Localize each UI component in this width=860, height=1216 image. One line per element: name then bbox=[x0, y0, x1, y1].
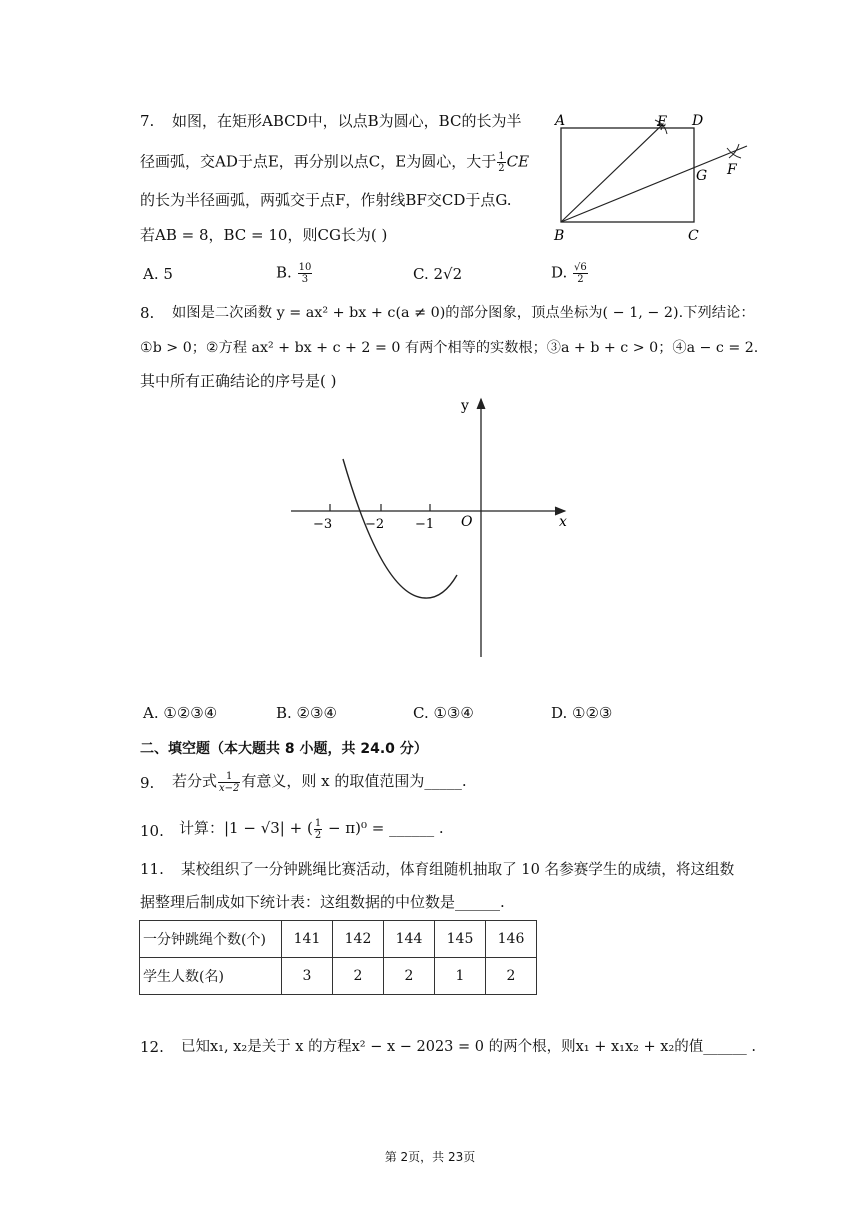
q9-prefix: 若分式 bbox=[172, 772, 218, 790]
table-cell: 142 bbox=[333, 921, 384, 958]
q8-line3: 其中所有正确结论的序号是( ) bbox=[140, 372, 337, 390]
table-cell: 3 bbox=[282, 958, 333, 995]
q8-line2: ①b > 0；②方程 ax² + bx + c + 2 = 0 有两个相等的实数根；③a + b + c > 0；④a − c = 2. bbox=[140, 340, 759, 356]
q7-option-d[interactable] bbox=[551, 262, 589, 285]
q7-option-c[interactable]: C. 2√2 bbox=[413, 265, 463, 283]
q10-fraction: $\frac{1}{2}$ bbox=[314, 817, 322, 841]
q12-number: 12. bbox=[140, 1038, 164, 1056]
page-footer: 第 2页，共 23页 bbox=[384, 1150, 476, 1164]
segment-be bbox=[561, 124, 663, 222]
table-cell: 146 bbox=[486, 921, 537, 958]
q7-option-d-label: D. bbox=[551, 263, 568, 282]
q11-line1: 某校组织了一分钟跳绳比赛活动，体育组随机抽取了 10 名参赛学生的成绩，将这组数 bbox=[181, 861, 735, 878]
table-cell: 2 bbox=[486, 958, 537, 995]
q7-line2-text: 径画弧，交AD于点E，再分别以点C，E为圆心，大于 bbox=[140, 152, 497, 171]
q10-number: 10. bbox=[140, 822, 164, 840]
table-row bbox=[140, 921, 537, 958]
rectangle-abcd bbox=[561, 128, 694, 222]
tick-label-minus-1: −1 bbox=[415, 517, 435, 532]
q11-statistics-table bbox=[139, 920, 537, 995]
q8-option-b[interactable]: B. ②③④ bbox=[276, 704, 337, 722]
q8-option-a[interactable]: A. ①②③④ bbox=[143, 704, 218, 722]
q9-suffix: 有意义，则 x 的取值范围为_____. bbox=[241, 772, 467, 790]
table-row bbox=[140, 958, 537, 995]
q7-option-b-fraction: $\frac{10}{3}$ bbox=[298, 262, 312, 285]
label-g: G bbox=[696, 168, 708, 184]
q11-number: 11. bbox=[140, 860, 164, 878]
q7-line2 bbox=[140, 151, 529, 174]
q11-line2: 据整理后制成如下统计表：这组数据的中位数是______. bbox=[140, 893, 505, 911]
table-header-students: 学生人数(名) bbox=[140, 958, 282, 995]
table-cell: 2 bbox=[333, 958, 384, 995]
table-cell: 2 bbox=[384, 958, 435, 995]
table-cell: 141 bbox=[282, 921, 333, 958]
y-axis-arrow bbox=[477, 399, 485, 409]
label-a: A bbox=[555, 113, 566, 129]
q9-number: 9. bbox=[140, 774, 155, 792]
q10-text bbox=[179, 817, 444, 841]
tick-label-minus-2: −2 bbox=[365, 517, 385, 532]
q7-option-b[interactable] bbox=[276, 262, 313, 285]
section-heading-fill-in: 二、填空题（本大题共 8 小题，共 24.0 分） bbox=[140, 741, 428, 757]
ray-bf bbox=[561, 146, 747, 222]
q7-option-d-fraction: $\frac{√6}{2}$ bbox=[574, 262, 587, 285]
q7-number: 7. bbox=[140, 112, 155, 130]
table-cell: 144 bbox=[384, 921, 435, 958]
label-f: F bbox=[727, 162, 737, 178]
q7-line4: 若AB = 8，BC = 10，则CG长为( ) bbox=[140, 226, 388, 244]
q8-option-c[interactable]: C. ①③④ bbox=[413, 704, 474, 722]
label-d: D bbox=[692, 113, 704, 129]
table-cell: 1 bbox=[435, 958, 486, 995]
q8-parabola-graph bbox=[285, 393, 585, 663]
y-axis-label: y bbox=[461, 398, 469, 414]
tick-label-minus-3: −3 bbox=[313, 517, 333, 532]
x-axis-label: x bbox=[559, 514, 567, 530]
q9-fraction: $\frac{1}{x-2}$ bbox=[219, 770, 240, 794]
table-header-count: 一分钟跳绳个数(个) bbox=[140, 921, 282, 958]
label-b: B bbox=[554, 228, 565, 244]
q7-rectangle-figure bbox=[545, 108, 765, 248]
q7-line1: 如图，在矩形ABCD中，以点B为圆心，BC的长为半 bbox=[172, 112, 522, 130]
table-cell: 145 bbox=[435, 921, 486, 958]
q7-half-fraction: $\frac{1}{2}$ bbox=[498, 151, 505, 174]
label-c: C bbox=[688, 228, 699, 244]
q9-text bbox=[172, 770, 467, 794]
origin-label: O bbox=[461, 514, 473, 530]
label-e: E bbox=[657, 114, 668, 130]
parabola-curve bbox=[343, 459, 457, 598]
q10-suffix: − π)⁰ = ______ . bbox=[323, 819, 444, 837]
q7-option-b-label: B. bbox=[276, 263, 292, 282]
q7-option-a[interactable]: A. 5 bbox=[143, 265, 173, 283]
q12-text: 已知x₁, x₂是关于 x 的方程x² − x − 2023 = 0 的两个根，则x₁ + x₁x₂ + x₂的值______ . bbox=[181, 1039, 757, 1055]
q10-prefix: 计算：|1 − √3| + ( bbox=[179, 819, 313, 837]
q8-line1: 如图是二次函数 y = ax² + bx + c(a ≠ 0)的部分图象，顶点坐标为( − 1, − 2).下列结论： bbox=[172, 305, 755, 321]
q7-line3: 的长为半径画弧，两弧交于点F，作射线BF交CD于点G. bbox=[140, 191, 512, 209]
q7-ce: CE bbox=[506, 152, 530, 171]
q8-option-d[interactable]: D. ①②③ bbox=[551, 704, 613, 722]
q8-number: 8. bbox=[140, 304, 155, 322]
